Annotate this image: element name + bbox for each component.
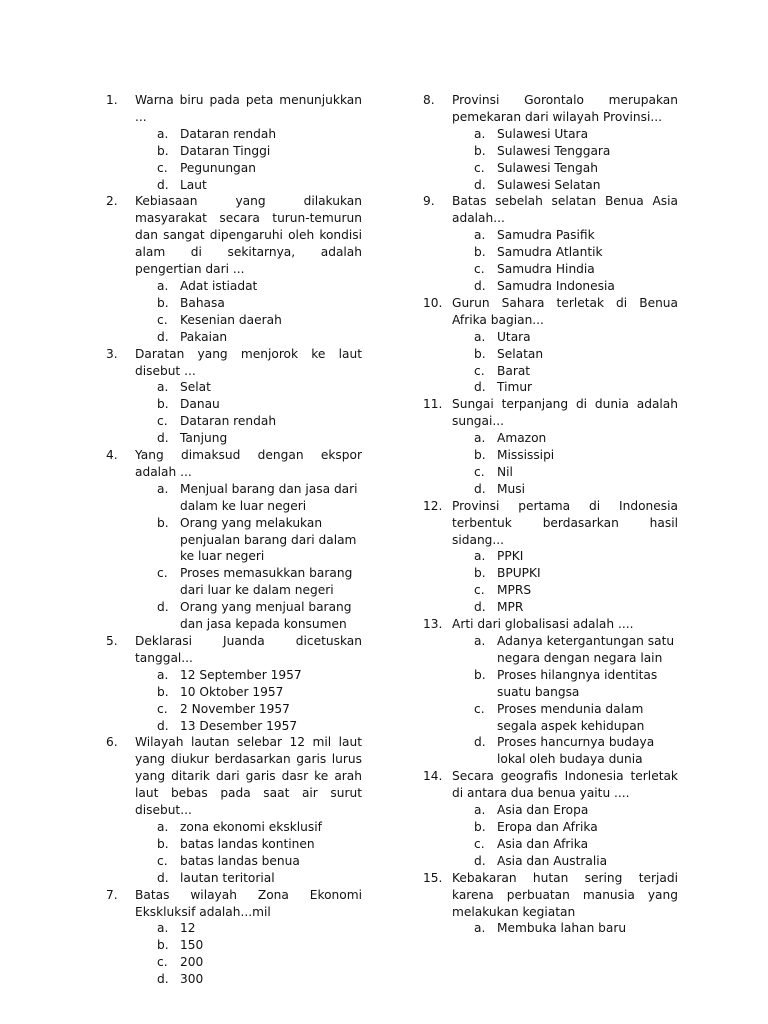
option-text: batas landas kontinen xyxy=(180,836,315,851)
option-text: Orang yang menjual barang dan jasa kepada konsumen xyxy=(180,600,352,632)
option-text: batas landas benua xyxy=(180,853,300,868)
question-text: Gurun Sahara terletak di Benua Afrika bagian... xyxy=(452,295,678,327)
option-text: 10 Oktober 1957 xyxy=(180,684,284,699)
question-item xyxy=(106,633,362,734)
answer-option xyxy=(135,329,362,346)
answer-option xyxy=(135,295,362,312)
answer-option xyxy=(135,954,362,971)
option-text: MPRS xyxy=(497,583,532,598)
question-number: 11. xyxy=(423,397,443,412)
option-text: Nil xyxy=(497,464,513,479)
answer-option xyxy=(135,819,362,836)
option-text: Timur xyxy=(497,380,533,395)
question-item xyxy=(423,92,678,193)
option-letter: a. xyxy=(157,921,169,936)
option-text: 12 September 1957 xyxy=(180,667,302,682)
option-text: 2 November 1957 xyxy=(180,701,290,716)
option-letter: c. xyxy=(474,701,485,716)
option-letter: a. xyxy=(474,803,486,818)
answer-options xyxy=(135,379,362,447)
answer-option xyxy=(452,329,678,346)
option-letter: c. xyxy=(474,836,485,851)
answer-option xyxy=(452,143,678,160)
option-letter: a. xyxy=(474,921,486,936)
question-text: Arti dari globalisasi adalah .... xyxy=(452,617,634,632)
option-letter: b. xyxy=(474,667,486,682)
question-number: 9. xyxy=(423,194,435,209)
option-letter: a. xyxy=(474,329,486,344)
option-letter: c. xyxy=(157,312,168,327)
question-item xyxy=(106,346,362,447)
option-text: Utara xyxy=(497,329,531,344)
option-text: Adanya ketergantungan satu negara dengan negara lain xyxy=(497,634,675,665)
question-number: 12. xyxy=(423,498,443,513)
answer-options xyxy=(135,481,362,633)
answer-option xyxy=(452,430,678,447)
option-text: Laut xyxy=(180,177,207,192)
option-text: Sulawesi Tengah xyxy=(497,160,598,175)
option-letter: c. xyxy=(157,701,168,716)
answer-option xyxy=(135,143,362,160)
option-text: Dataran rendah xyxy=(180,414,277,429)
answer-options xyxy=(135,819,362,887)
question-text: Batas wilayah Zona Ekonomi Ekskluksif adalah...mil xyxy=(135,887,362,919)
answer-option xyxy=(135,599,362,633)
option-text: Kesenian daerah xyxy=(180,312,282,327)
answer-option xyxy=(452,599,678,616)
option-text: 13 Desember 1957 xyxy=(180,718,298,733)
question-item xyxy=(106,92,362,193)
option-text: Selatan xyxy=(497,346,544,361)
option-letter: a. xyxy=(474,126,486,141)
option-letter: b. xyxy=(157,684,169,699)
answer-option xyxy=(452,701,678,735)
answer-options xyxy=(452,430,678,498)
option-text: Asia dan Australia xyxy=(497,853,608,868)
option-letter: b. xyxy=(157,515,169,530)
answer-options xyxy=(135,278,362,346)
option-letter: d. xyxy=(157,600,169,615)
answer-option xyxy=(452,920,678,937)
question-text: Batas sebelah selatan Benua Asia adalah... xyxy=(452,194,678,226)
answer-option xyxy=(135,177,362,194)
answer-option xyxy=(452,346,678,363)
option-text: Dataran Tinggi xyxy=(180,143,271,158)
answer-option xyxy=(452,160,678,177)
option-letter: c. xyxy=(474,583,485,598)
question-item xyxy=(423,768,678,869)
answer-option xyxy=(452,582,678,599)
option-text: Sulawesi Tenggara xyxy=(497,143,611,158)
option-letter: a. xyxy=(474,549,486,564)
question-text: Secara geografis Indonesia terletak di antara dua benua yaitu .... xyxy=(452,769,678,801)
answer-option xyxy=(452,177,678,194)
answer-option xyxy=(452,278,678,295)
option-text: Selat xyxy=(180,380,211,395)
option-text: Amazon xyxy=(497,431,547,446)
answer-option xyxy=(452,802,678,819)
question-item xyxy=(423,193,678,294)
option-text: Proses hancurnya budaya lokal oleh budaya dunia xyxy=(497,735,655,767)
option-letter: d. xyxy=(474,853,486,868)
answer-option xyxy=(452,565,678,582)
question-number: 8. xyxy=(423,93,435,107)
question-number: 14. xyxy=(423,769,443,784)
option-letter: d. xyxy=(157,329,169,344)
answer-option xyxy=(452,548,678,565)
question-number: 1. xyxy=(106,93,118,107)
option-text: Adat istiadat xyxy=(180,278,258,293)
option-letter: b. xyxy=(474,819,486,834)
answer-option xyxy=(452,261,678,278)
answer-option xyxy=(135,853,362,870)
answer-option xyxy=(135,312,362,329)
option-text: 12 xyxy=(180,921,196,936)
answer-option xyxy=(452,447,678,464)
option-text: BPUPKI xyxy=(497,566,541,581)
option-letter: d. xyxy=(474,600,486,615)
option-letter: b. xyxy=(157,295,169,310)
option-letter: d. xyxy=(157,870,169,885)
option-text: Tanjung xyxy=(180,431,228,446)
answer-option xyxy=(135,430,362,447)
option-text: Samudra Pasifik xyxy=(497,228,595,243)
question-number: 4. xyxy=(106,448,118,463)
option-letter: d. xyxy=(474,735,486,750)
answer-option xyxy=(135,481,362,515)
option-letter: b. xyxy=(157,938,169,953)
option-text: Sulawesi Selatan xyxy=(497,177,601,192)
question-item xyxy=(106,193,362,345)
option-text: 300 xyxy=(180,972,204,987)
answer-option xyxy=(135,971,362,988)
option-text: Musi xyxy=(497,481,525,496)
option-letter: d. xyxy=(474,481,486,496)
option-letter: d. xyxy=(474,380,486,395)
question-text: Provinsi Gorontalo merupakan pemekaran dari wilayah Provinsi... xyxy=(452,93,678,124)
right-question-column xyxy=(423,92,678,937)
option-letter: a. xyxy=(157,126,169,141)
answer-option xyxy=(452,853,678,870)
answer-option xyxy=(135,920,362,937)
answer-option xyxy=(135,515,362,566)
answer-option xyxy=(135,379,362,396)
option-letter: d. xyxy=(157,177,169,192)
question-text: Yang dimaksud dengan ekspor adalah ... xyxy=(135,448,362,479)
question-number: 5. xyxy=(106,634,118,648)
answer-option xyxy=(135,160,362,177)
option-letter: c. xyxy=(157,414,168,429)
question-number: 13. xyxy=(423,617,443,632)
answer-option xyxy=(452,363,678,380)
option-letter: a. xyxy=(157,380,169,395)
answer-option xyxy=(452,819,678,836)
option-letter: b. xyxy=(157,836,169,851)
option-text: 200 xyxy=(180,955,204,970)
option-text: Samudra Hindia xyxy=(497,262,595,277)
answer-option xyxy=(135,701,362,718)
option-text: Membuka lahan baru xyxy=(497,921,627,936)
question-number: 6. xyxy=(106,735,118,750)
question-item xyxy=(423,295,678,396)
option-text: Bahasa xyxy=(180,295,225,310)
option-text: Barat xyxy=(497,363,531,378)
option-text: Mississipi xyxy=(497,448,555,463)
question-item xyxy=(423,870,678,938)
answer-options xyxy=(135,126,362,194)
question-text: Sungai terpanjang di dunia adalah sungai... xyxy=(452,397,678,429)
option-letter: c. xyxy=(157,853,168,868)
answer-option xyxy=(135,396,362,413)
option-text: lautan teritorial xyxy=(180,870,275,885)
question-item xyxy=(106,887,362,988)
answer-options xyxy=(452,548,678,616)
question-text: Kebiasaan yang dilakukan masyarakat secara turun-temurun dan sangat dipengaruhi oleh kondisi alam di sekitarnya, adalah pengertian dari ... xyxy=(135,194,362,277)
left-question-column xyxy=(106,92,362,988)
option-letter: b. xyxy=(157,397,169,412)
option-text: Samudra Indonesia xyxy=(497,278,615,293)
option-text: Sulawesi Utara xyxy=(497,126,589,141)
question-item xyxy=(106,447,362,633)
option-letter: d. xyxy=(157,431,169,446)
answer-option xyxy=(452,244,678,261)
question-text: Wilayah lautan selebar 12 mil laut yang diukur berdasarkan garis lurus yang ditarik dari garis dasr ke arah laut bebas pada saat air surut disebut... xyxy=(135,735,362,818)
option-letter: b. xyxy=(474,346,486,361)
answer-options xyxy=(135,667,362,735)
option-letter: c. xyxy=(157,955,168,970)
option-letter: a. xyxy=(474,634,486,648)
answer-option xyxy=(135,718,362,735)
answer-option xyxy=(452,481,678,498)
answer-option xyxy=(135,278,362,295)
option-letter: b. xyxy=(157,143,169,158)
option-text: Danau xyxy=(180,397,220,412)
option-letter: d. xyxy=(474,278,486,293)
option-text: Pegunungan xyxy=(180,160,256,175)
option-letter: b. xyxy=(474,448,486,463)
question-text: Daratan yang menjorok ke laut disebut ... xyxy=(135,346,362,378)
answer-options xyxy=(452,633,678,768)
option-text: Dataran rendah xyxy=(180,126,277,141)
option-text: Pakaian xyxy=(180,329,228,344)
answer-option xyxy=(135,870,362,887)
option-letter: c. xyxy=(474,363,485,378)
answer-options xyxy=(452,126,678,194)
answer-option xyxy=(452,667,678,701)
answer-option xyxy=(135,836,362,853)
option-letter: a. xyxy=(474,431,486,446)
question-item xyxy=(423,616,678,768)
option-text: zona ekonomi eksklusif xyxy=(180,819,322,834)
option-text: Samudra Atlantik xyxy=(497,245,603,260)
question-text: Kebakaran hutan sering terjadi karena perbuatan manusia yang melakukan kegiatan xyxy=(452,870,678,919)
option-letter: c. xyxy=(157,566,168,581)
option-letter: b. xyxy=(474,143,486,158)
answer-option xyxy=(452,836,678,853)
answer-option xyxy=(452,227,678,244)
question-number: 2. xyxy=(106,194,118,209)
option-letter: d. xyxy=(474,177,486,192)
answer-option xyxy=(452,464,678,481)
option-letter: c. xyxy=(474,262,485,277)
question-item xyxy=(423,498,678,616)
option-text: MPR xyxy=(497,600,524,615)
answer-option xyxy=(135,565,362,599)
answer-option xyxy=(135,413,362,430)
option-text: Eropa dan Afrika xyxy=(497,819,598,834)
option-text: Orang yang melakukan penjualan barang dari dalam ke luar negeri xyxy=(180,515,357,564)
option-text: Menjual barang dan jasa dari dalam ke luar negeri xyxy=(180,481,358,513)
answer-option xyxy=(135,684,362,701)
question-text: Deklarasi Juanda dicetuskan tanggal... xyxy=(135,634,362,665)
option-letter: d. xyxy=(157,718,169,733)
question-item xyxy=(106,734,362,886)
option-text: Proses mendunia dalam segala aspek kehidupan xyxy=(497,701,645,733)
question-number: 3. xyxy=(106,346,118,361)
question-text: Provinsi pertama di Indonesia terbentuk berdasarkan hasil sidang... xyxy=(452,498,678,547)
answer-option xyxy=(452,126,678,143)
option-letter: a. xyxy=(157,278,169,293)
answer-option xyxy=(135,126,362,143)
option-text: PPKI xyxy=(497,549,524,564)
option-letter: a. xyxy=(157,481,169,496)
option-letter: d. xyxy=(157,972,169,987)
option-text: Proses memasukkan barang dari luar ke dalam negeri xyxy=(180,566,353,598)
option-letter: b. xyxy=(474,245,486,260)
option-letter: c. xyxy=(474,160,485,175)
option-letter: a. xyxy=(157,667,169,682)
option-letter: c. xyxy=(474,464,485,479)
option-letter: c. xyxy=(157,160,168,175)
answer-options xyxy=(135,920,362,988)
answer-option xyxy=(135,667,362,684)
answer-option xyxy=(452,633,678,667)
option-letter: a. xyxy=(157,819,169,834)
answer-options xyxy=(452,802,678,870)
answer-option xyxy=(135,937,362,954)
answer-options xyxy=(452,227,678,295)
question-number: 10. xyxy=(423,295,443,310)
question-number: 15. xyxy=(423,870,443,885)
answer-option xyxy=(452,379,678,396)
option-text: Asia dan Afrika xyxy=(497,836,589,851)
question-item xyxy=(423,396,678,497)
answer-options xyxy=(452,329,678,397)
option-text: 150 xyxy=(180,938,204,953)
option-text: Proses hilangnya identitas suatu bangsa xyxy=(497,667,658,699)
answer-option xyxy=(452,734,678,768)
answer-options xyxy=(452,920,678,937)
option-letter: b. xyxy=(474,566,486,581)
question-number: 7. xyxy=(106,887,118,902)
question-text: Warna biru pada peta menunjukkan ... xyxy=(135,93,362,124)
option-letter: a. xyxy=(474,228,486,243)
option-text: Asia dan Eropa xyxy=(497,803,589,818)
